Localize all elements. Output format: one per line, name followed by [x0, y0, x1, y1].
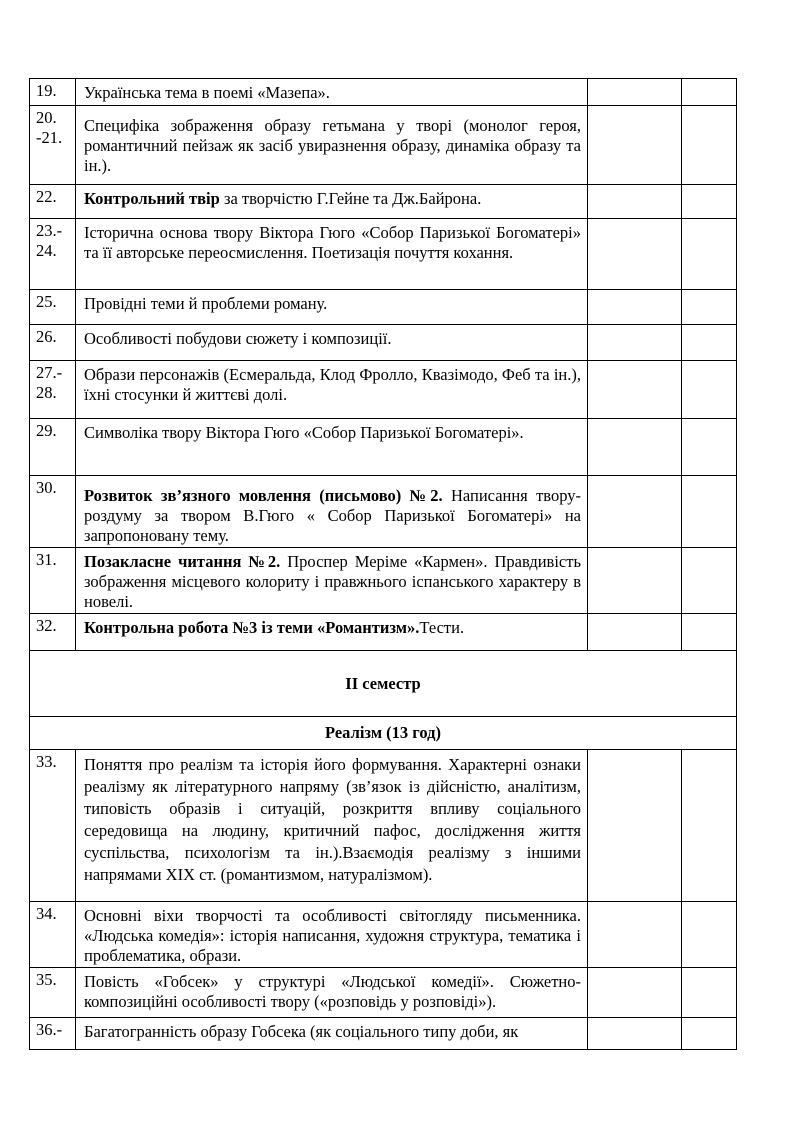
table-row: [30, 290, 737, 325]
lesson-topic: Багатогранність образу Гобсека (як соціального типу доби, як: [76, 1018, 588, 1050]
table-row: [30, 750, 737, 902]
date-cell: [588, 290, 682, 325]
lesson-number: 36.-: [30, 1018, 76, 1050]
note-cell: [682, 968, 737, 1018]
table-row: [30, 968, 737, 1018]
lesson-number: 33.: [30, 750, 76, 902]
section-row: [30, 717, 737, 750]
lesson-number: 29.: [30, 419, 76, 476]
date-cell: [588, 219, 682, 290]
lesson-topic: Особливості побудови сюжету і композиції.: [76, 325, 588, 361]
table-row: [30, 902, 737, 968]
lesson-topic: Основні віхи творчості та особливості світогляду письменника. «Людська комедія»: історія написання, художня структура, тематика і проблематика, образи.: [76, 902, 588, 968]
lesson-topic: Поняття про реалізм та історія його формування. Характерні ознаки реалізму як літературного напряму (зв’язок із дійсністю, аналітизм, типовість образів і ситуацій, розкриття впливу соціального середовища на людину, критичний пафос, дослідження життя суспільства, психологізм та ін.).Взаємодія реалізму з іншими напрямами ХІХ ст. (романтизмом, натуралізмом).: [76, 750, 588, 902]
lesson-topic: Повість «Гобсек» у структурі «Людської комедії». Сюжетно-композиційні особливості твору («розповідь у розповіді»).: [76, 968, 588, 1018]
note-cell: [682, 185, 737, 219]
lesson-topic: Символіка твору Віктора Гюго «Собор Паризької Богоматері».: [76, 419, 588, 476]
table-row: [30, 219, 737, 290]
table-row: [30, 325, 737, 361]
note-cell: [682, 750, 737, 902]
section-title: Реалізм (13 год): [30, 717, 737, 750]
lesson-number: 32.: [30, 614, 76, 651]
date-cell: [588, 79, 682, 106]
lesson-number: 23.- 24.: [30, 219, 76, 290]
table-row: [30, 185, 737, 219]
note-cell: [682, 219, 737, 290]
note-cell: [682, 419, 737, 476]
note-cell: [682, 106, 737, 185]
date-cell: [588, 419, 682, 476]
lesson-number: 35.: [30, 968, 76, 1018]
lesson-plan-table: [29, 78, 737, 1050]
date-cell: [588, 902, 682, 968]
table-row: [30, 79, 737, 106]
semester-row: [30, 651, 737, 717]
date-cell: [588, 968, 682, 1018]
lesson-topic: Контрольна робота №3 із теми «Романтизм».Тести.: [76, 614, 588, 651]
date-cell: [588, 106, 682, 185]
lesson-number: 26.: [30, 325, 76, 361]
lesson-number: 19.: [30, 79, 76, 106]
date-cell: [588, 325, 682, 361]
lesson-topic: Історична основа твору Віктора Гюго «Собор Паризької Богоматері» та її авторське переосмислення. Поетизація почуття кохання.: [76, 219, 588, 290]
semester-title: ІІ семестр: [30, 651, 737, 717]
lesson-topic: Специфіка зображення образу гетьмана у творі (монолог героя, романтичний пейзаж як засіб увиразнення образу, динаміка образу та ін.).: [76, 106, 588, 185]
lesson-number: 25.: [30, 290, 76, 325]
date-cell: [588, 614, 682, 651]
table-row: [30, 1018, 737, 1050]
table-row: [30, 361, 737, 419]
table-row: [30, 548, 737, 614]
note-cell: [682, 325, 737, 361]
lesson-topic: Розвиток зв’язного мовлення (письмово) №2. Написання твору-роздуму за твором В.Гюго « Собор Паризької Богоматері» на запропоновану тему.: [76, 476, 588, 548]
lesson-number: 31.: [30, 548, 76, 614]
lesson-topic: Позакласне читання №2. Проспер Меріме «Кармен». Правдивість зображення місцевого колориту і правжнього іспанського характеру в новелі.: [76, 548, 588, 614]
lesson-number: 34.: [30, 902, 76, 968]
table-row: [30, 106, 737, 185]
note-cell: [682, 290, 737, 325]
date-cell: [588, 185, 682, 219]
table-row: [30, 614, 737, 651]
date-cell: [588, 476, 682, 548]
note-cell: [682, 361, 737, 419]
lesson-number: 22.: [30, 185, 76, 219]
date-cell: [588, 1018, 682, 1050]
lesson-topic: Образи персонажів (Есмеральда, Клод Фролло, Квазімодо, Феб та ін.), їхні стосунки й життєві долі.: [76, 361, 588, 419]
lesson-topic: Українська тема в поемі «Мазепа».: [76, 79, 588, 106]
date-cell: [588, 361, 682, 419]
note-cell: [682, 1018, 737, 1050]
lesson-number: 20. -21.: [30, 106, 76, 185]
lesson-topic: Провідні теми й проблеми роману.: [76, 290, 588, 325]
lesson-number: 27.- 28.: [30, 361, 76, 419]
note-cell: [682, 614, 737, 651]
lesson-topic: Контрольний твір за творчістю Г.Гейне та Дж.Байрона.: [76, 185, 588, 219]
table-row: [30, 476, 737, 548]
lesson-number: 30.: [30, 476, 76, 548]
note-cell: [682, 902, 737, 968]
date-cell: [588, 548, 682, 614]
date-cell: [588, 750, 682, 902]
note-cell: [682, 476, 737, 548]
table-row: [30, 419, 737, 476]
note-cell: [682, 548, 737, 614]
note-cell: [682, 79, 737, 106]
